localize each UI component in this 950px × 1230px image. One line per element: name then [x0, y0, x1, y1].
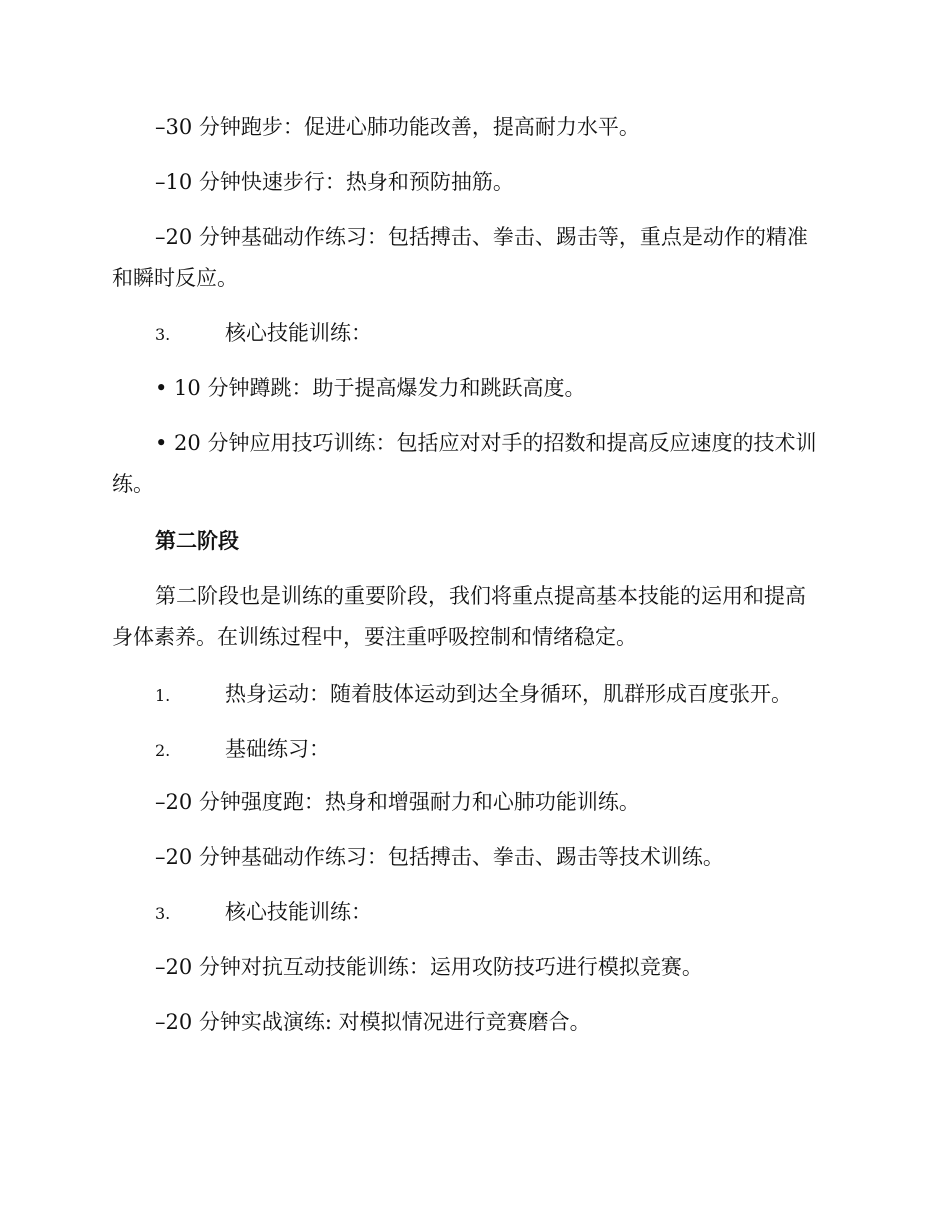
- section-number: 3.: [155, 325, 171, 344]
- step-number: 2.: [155, 741, 171, 760]
- bullet-item-continuation: 练。: [112, 472, 154, 496]
- step-number: 1.: [155, 686, 171, 705]
- list-item: –20 分钟基础动作练习：包括搏击、拳击、踢击等，重点是动作的精准: [155, 225, 808, 249]
- bullet-item: • 20 分钟应用技巧训练：包括应对对手的招数和提高反应速度的技术训: [155, 431, 817, 455]
- list-item: –30 分钟跑步：促进心肺功能改善，提高耐力水平。: [155, 115, 640, 139]
- list-item: –20 分钟实战演练: 对模拟情况进行竞赛磨合。: [155, 1010, 591, 1034]
- step-text: 核心技能训练：: [225, 900, 372, 924]
- list-item-continuation: 和瞬时反应。: [112, 266, 238, 290]
- list-item: –10 分钟快速步行：热身和预防抽筋。: [155, 170, 514, 194]
- list-item: –20 分钟对抗互动技能训练：运用攻防技巧进行模拟竞赛。: [155, 955, 703, 979]
- paragraph-line: 第二阶段也是训练的重要阶段，我们将重点提高基本技能的运用和提高: [155, 584, 806, 608]
- step-number: 3.: [155, 904, 171, 923]
- list-item: –20 分钟基础动作练习：包括搏击、拳击、踢击等技术训练。: [155, 845, 724, 869]
- section-heading: 第二阶段: [155, 529, 239, 553]
- list-item: –20 分钟强度跑：热身和增强耐力和心肺功能训练。: [155, 790, 640, 814]
- paragraph-line: 身体素养。在训练过程中，要注重呼吸控制和情绪稳定。: [112, 625, 637, 649]
- step-text: 热身运动：随着肢体运动到达全身循环，肌群形成百度张开。: [225, 682, 792, 706]
- step-text: 基础练习：: [225, 737, 330, 761]
- section-title: 核心技能训练：: [225, 321, 372, 345]
- bullet-item: • 10 分钟蹲跳：助于提高爆发力和跳跃高度。: [155, 376, 586, 400]
